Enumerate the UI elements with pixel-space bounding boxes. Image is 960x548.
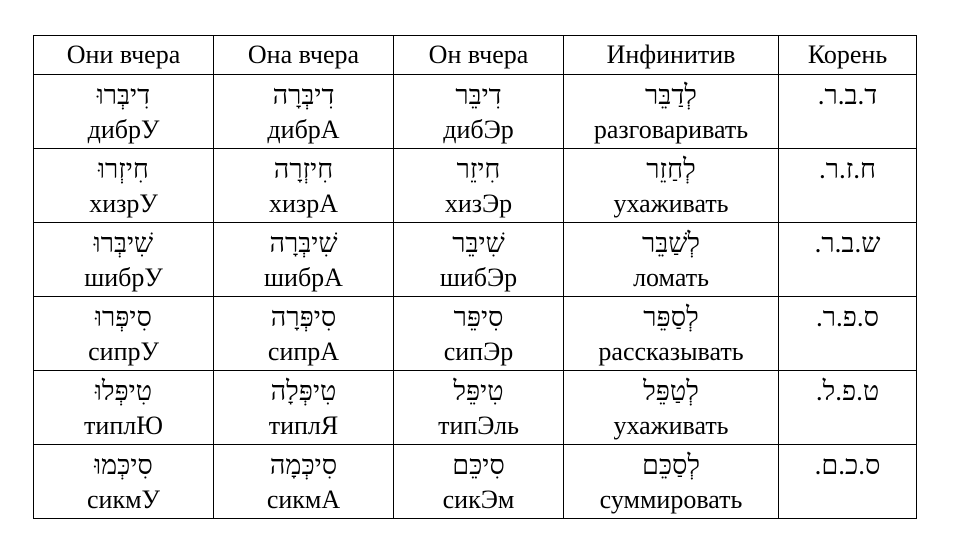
header-root: Корень (779, 36, 917, 75)
translation: ломать (633, 263, 709, 292)
verb-conjugation-table (33, 35, 917, 519)
transliteration: сипрА (267, 337, 340, 366)
translation: рассказывать (598, 337, 744, 366)
hebrew-word: לְדַבֵּר (645, 80, 697, 110)
hebrew-word: לְשַׁבֵּר (641, 228, 701, 258)
hebrew-word: שִׁיבְּרוּ (93, 228, 154, 258)
table-row (34, 149, 917, 223)
hebrew-word: שִׁיבֵּר (452, 228, 505, 258)
header-he-past: Он вчера (394, 36, 564, 75)
transliteration: сикЭм (442, 485, 515, 514)
cell-she-past (214, 149, 394, 223)
translation: суммировать (599, 485, 743, 514)
cell-he-past (394, 371, 564, 445)
cell-root (779, 445, 917, 519)
cell-root (779, 297, 917, 371)
transliteration: сикмУ (87, 485, 160, 514)
cell-they-past (34, 149, 214, 223)
hebrew-word: דִיבְּרָה (272, 80, 335, 110)
hebrew-word: טִיפֵּל (453, 376, 504, 406)
transliteration: шибЭр (439, 263, 518, 292)
table-row (34, 445, 917, 519)
cell-he-past (394, 223, 564, 297)
hebrew-word: סִיכְּמָה (269, 450, 338, 480)
root-letters: ט.פ.ל. (815, 376, 880, 406)
translation: ухаживать (613, 189, 729, 218)
root-letters: ס.פ.ר. (815, 302, 880, 332)
hebrew-word: טִיפְּלָה (270, 376, 337, 406)
hebrew-word: סִיכְּמוּ (94, 450, 153, 480)
cell-infinitive (564, 223, 779, 297)
cell-she-past (214, 223, 394, 297)
hebrew-word: לְטַפֵּל (643, 376, 699, 406)
cell-they-past (34, 75, 214, 149)
hebrew-word: טִיפְּלוּ (94, 376, 153, 406)
table-row (34, 75, 917, 149)
transliteration: дибрА (267, 115, 340, 144)
transliteration: сипЭр (443, 337, 514, 366)
cell-infinitive (564, 371, 779, 445)
translation: разговаривать (593, 115, 749, 144)
translation: ухаживать (613, 411, 729, 440)
transliteration: хизрУ (89, 189, 158, 218)
table-row (34, 223, 917, 297)
cell-infinitive (564, 445, 779, 519)
header-they-past: Они вчера (34, 36, 214, 75)
hebrew-word: חִיזֵר (456, 154, 501, 184)
transliteration: хизрА (269, 189, 338, 218)
transliteration: дибЭр (443, 115, 514, 144)
transliteration: типлЯ (268, 411, 339, 440)
cell-they-past (34, 445, 214, 519)
header-she-past: Она вчера (214, 36, 394, 75)
table-row (34, 297, 917, 371)
header-row (34, 36, 917, 75)
cell-infinitive (564, 149, 779, 223)
cell-he-past (394, 297, 564, 371)
cell-they-past (34, 371, 214, 445)
hebrew-word: סִיפְּרָה (270, 302, 337, 332)
hebrew-word: שִׁיבְּרָה (269, 228, 338, 258)
transliteration: сипрУ (88, 337, 159, 366)
root-letters: ס.כ.ם. (814, 450, 881, 480)
cell-root (779, 75, 917, 149)
root-letters: ד.ב.ר. (817, 80, 878, 110)
root-letters: ש.ב.ר. (814, 228, 881, 258)
cell-infinitive (564, 297, 779, 371)
cell-she-past (214, 297, 394, 371)
hebrew-word: דִיבְּרוּ (96, 80, 151, 110)
hebrew-word: דִיבֵּר (455, 80, 502, 110)
cell-she-past (214, 445, 394, 519)
cell-root (779, 149, 917, 223)
transliteration: типЭль (438, 411, 519, 440)
header-infinitive: Инфинитив (564, 36, 779, 75)
transliteration: сикмА (266, 485, 341, 514)
transliteration: шибрА (264, 263, 343, 292)
hebrew-word: לְחַזֵר (646, 154, 696, 184)
hebrew-word: חִיזְרוּ (98, 154, 149, 184)
cell-she-past (214, 75, 394, 149)
cell-he-past (394, 445, 564, 519)
hebrew-word: סִיפְּרוּ (95, 302, 152, 332)
cell-root (779, 371, 917, 445)
cell-infinitive (564, 75, 779, 149)
table-row (34, 371, 917, 445)
hebrew-word: לְסַכֵּם (641, 450, 701, 480)
hebrew-word: לְסַפֵּר (643, 302, 699, 332)
hebrew-word: סִיכֵּם (452, 450, 505, 480)
cell-root (779, 223, 917, 297)
cell-they-past (34, 297, 214, 371)
transliteration: хизЭр (444, 189, 513, 218)
hebrew-word: חִיזְרָה (273, 154, 334, 184)
root-letters: ח.ז.ר. (818, 154, 877, 184)
transliteration: шибрУ (84, 263, 163, 292)
cell-they-past (34, 223, 214, 297)
transliteration: дибрУ (87, 115, 160, 144)
hebrew-word: סִיפֵּר (453, 302, 504, 332)
cell-he-past (394, 149, 564, 223)
cell-he-past (394, 75, 564, 149)
transliteration: типлЮ (84, 411, 163, 440)
cell-she-past (214, 371, 394, 445)
